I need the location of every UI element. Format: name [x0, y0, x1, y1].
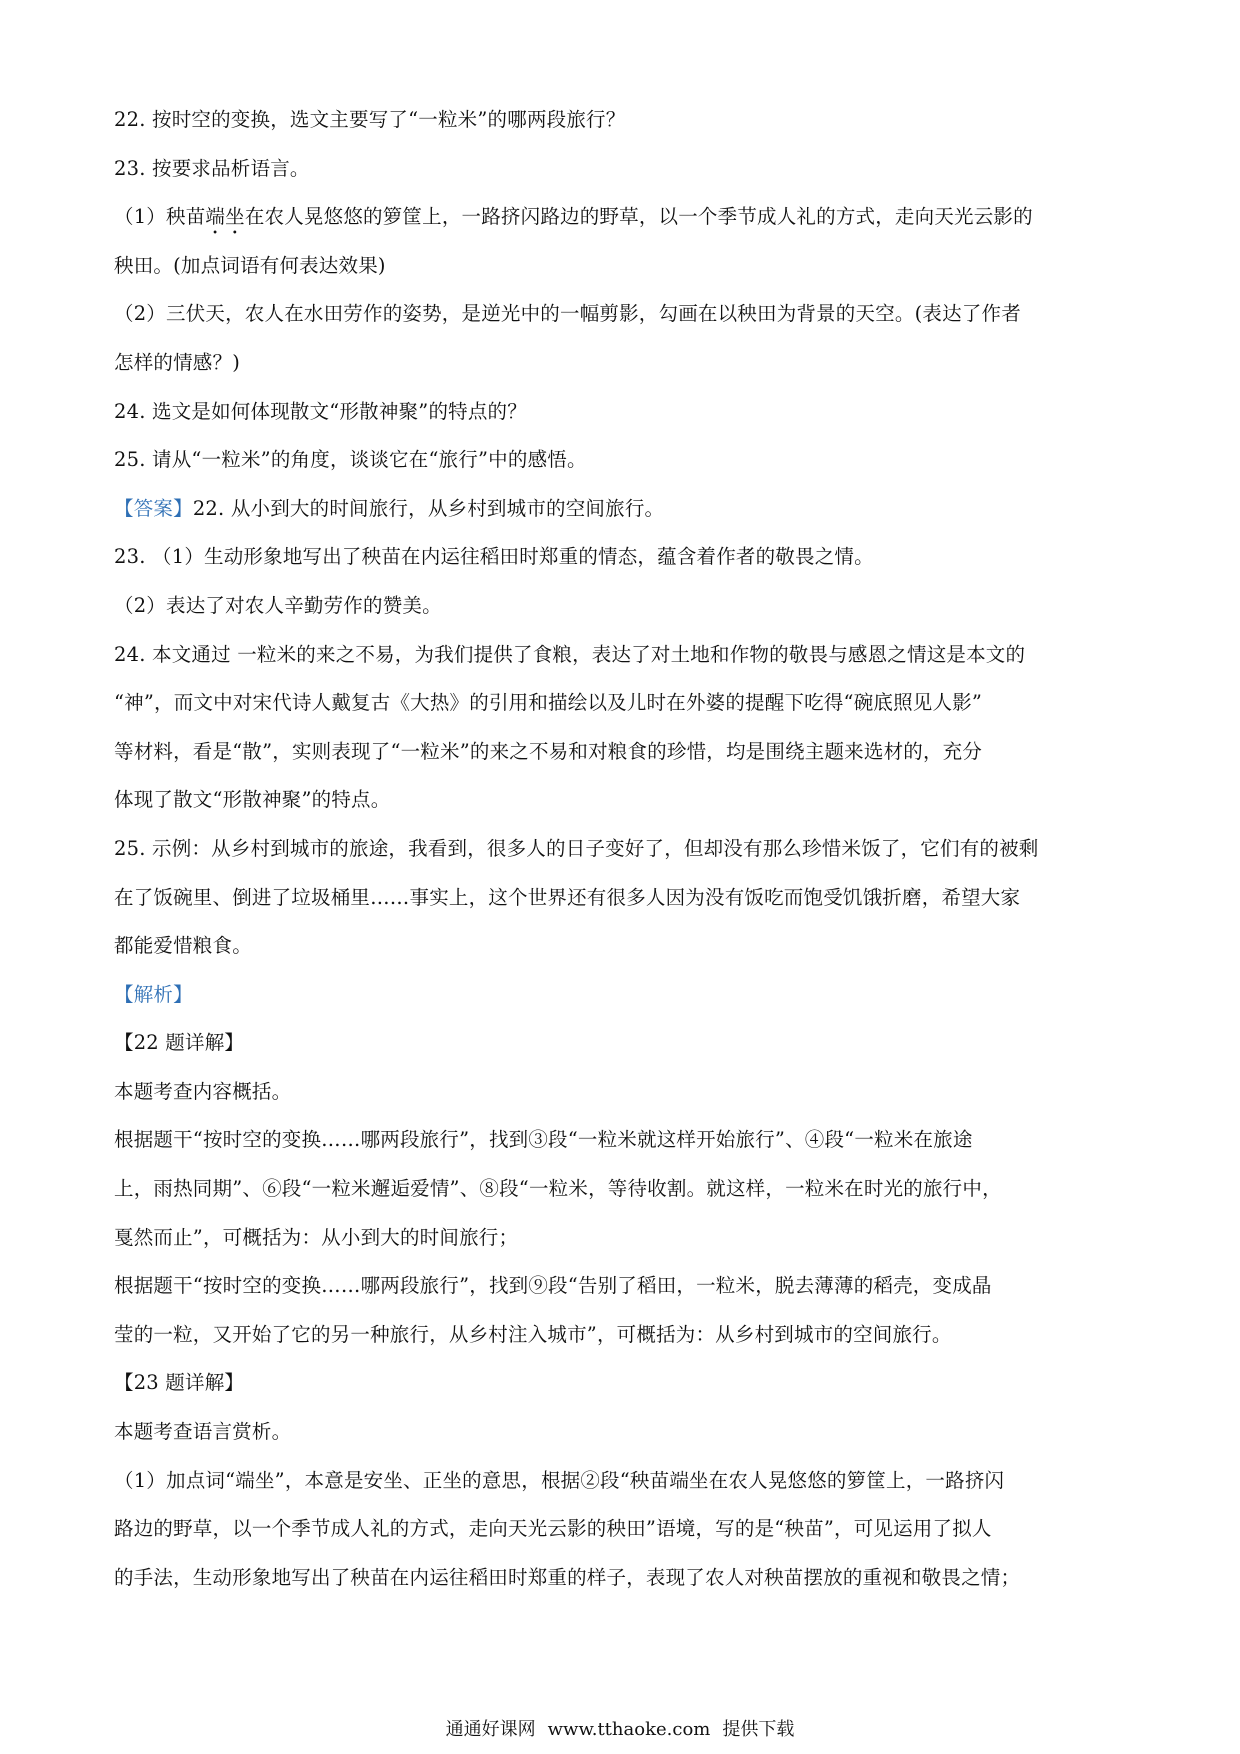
analysis-22-line: 上，雨热同期”、⑥段“一粒米邂逅爱情”、⑧段“一粒米，等待收割。就这样，一粒米在时光的旅行中， [114, 1177, 1002, 1201]
analysis-23-line: 的手法，生动形象地写出了秧苗在内运往稻田时郑重的样子，表现了农人对秧苗摆放的重视和敬畏之情； [114, 1565, 1021, 1589]
page-footer [0, 1718, 1240, 1742]
answer-24-line: 等材料，看是“散”，实则表现了“一粒米”的来之不易和对粮食的珍惜，均是围绕主题来选材的，充分 [114, 739, 983, 763]
document-body [114, 96, 1130, 1602]
question-23-part-2: （2）三伏天，农人在水田劳作的姿势，是逆光中的一幅剪影，勾画在以秧田为背景的天空。(表达了作者 [114, 302, 1021, 326]
answer-24-line: “神”，而文中对宋代诗人戴复古《大热》的引用和描绘以及儿时在外婆的提醒下吃得“碗底照见人影” [114, 691, 983, 715]
analysis-22-line: 根据题干“按时空的变换……哪两段旅行”，找到⑨段“告别了稻田，一粒米，脱去薄薄的稻壳，变成晶 [114, 1274, 992, 1298]
dotted-word: 端坐 [205, 205, 245, 229]
answer-label: 【答案】 [114, 496, 193, 520]
question-23-part-2-cont: 怎样的情感？) [114, 350, 241, 374]
answer-22-text: 22. 从小到大的时间旅行，从乡村到城市的空间旅行。 [192, 496, 665, 520]
analysis-22-intro: 本题考查内容概括。 [114, 1079, 292, 1103]
analysis-label: 【解析】 [114, 982, 193, 1006]
analysis-22-line: 根据题干“按时空的变换……哪两段旅行”，找到③段“一粒米就这样开始旅行”、④段“一粒米在旅途 [114, 1128, 973, 1152]
analysis-23-line: （1）加点词“端坐”，本意是安坐、正坐的意思，根据②段“秧苗端坐在农人晃悠悠的箩筐上，一路挤闪 [114, 1468, 1005, 1492]
answer-24-line: 24. 本文通过 一粒米的来之不易，为我们提供了食粮，表达了对土地和作物的敬畏与感恩之情这是本文的 [114, 642, 1026, 666]
answer-25-line: 都能爱惜粮食。 [114, 934, 252, 958]
answer-24-line: 体现了散文“形散神聚”的特点。 [114, 788, 391, 812]
question-22: 22. 按时空的变换，选文主要写了“一粒米”的哪两段旅行？ [114, 108, 626, 131]
footer-url[interactable]: www.tthaoke.com [547, 1719, 711, 1740]
question-23-part-1-prefix: （1）秧苗 [114, 205, 206, 229]
analysis-22-line: 莹的一粒，又开始了它的另一种旅行，从乡村注入城市”，可概括为：从乡村到城市的空间旅行。 [114, 1322, 952, 1346]
answer-23-part-2: （2）表达了对农人辛勤劳作的赞美。 [114, 593, 442, 617]
answer-25-line: 在了饭碗里、倒进了垃圾桶里……事实上，这个世界还有很多人因为没有饭吃而饱受饥饿折磨，希望大家 [114, 885, 1021, 909]
question-24: 24. 选文是如何体现散文“形散神聚”的特点的？ [114, 399, 527, 423]
analysis-23-line: 路边的野草，以一个季节成人礼的方式，走向天光云影的秧田”语境，写的是“秧苗”，可见运用了拟人 [114, 1517, 992, 1541]
analysis-22-heading: 【22 题详解】 [114, 1031, 245, 1055]
answer-25-line: 25. 示例：从乡村到城市的旅途，我看到，很多人的日子变好了，但却没有那么珍惜米饭了，它们有的被剩 [114, 836, 1039, 860]
analysis-22-line: 戛然而止”，可概括为：从小到大的时间旅行； [114, 1225, 519, 1249]
footer-note: 提供下载 [722, 1719, 795, 1740]
question-23: 23. 按要求品析语言。 [114, 156, 310, 180]
question-23-part-1 [114, 193, 1130, 242]
analysis-23-heading: 【23 题详解】 [114, 1371, 245, 1395]
answer-23-part-1: 23. （1）生动形象地写出了秧苗在内运往稻田时郑重的情态，蕴含着作者的敬畏之情。 [114, 545, 874, 569]
question-23-part-1-cont: 秧田。(加点词语有何表达效果) [114, 253, 386, 277]
question-25: 25. 请从“一粒米”的角度，谈谈它在“旅行”中的感悟。 [114, 448, 587, 472]
question-23-part-1-suffix: 在农人晃悠悠的箩筐上，一路挤闪路边的野草，以一个季节成人礼的方式，走向天光云影的 [244, 205, 1033, 229]
answer-22 [114, 485, 1130, 534]
footer-site-name: 通通好课网 [445, 1719, 536, 1740]
analysis-23-intro: 本题考查语言赏析。 [114, 1420, 292, 1444]
